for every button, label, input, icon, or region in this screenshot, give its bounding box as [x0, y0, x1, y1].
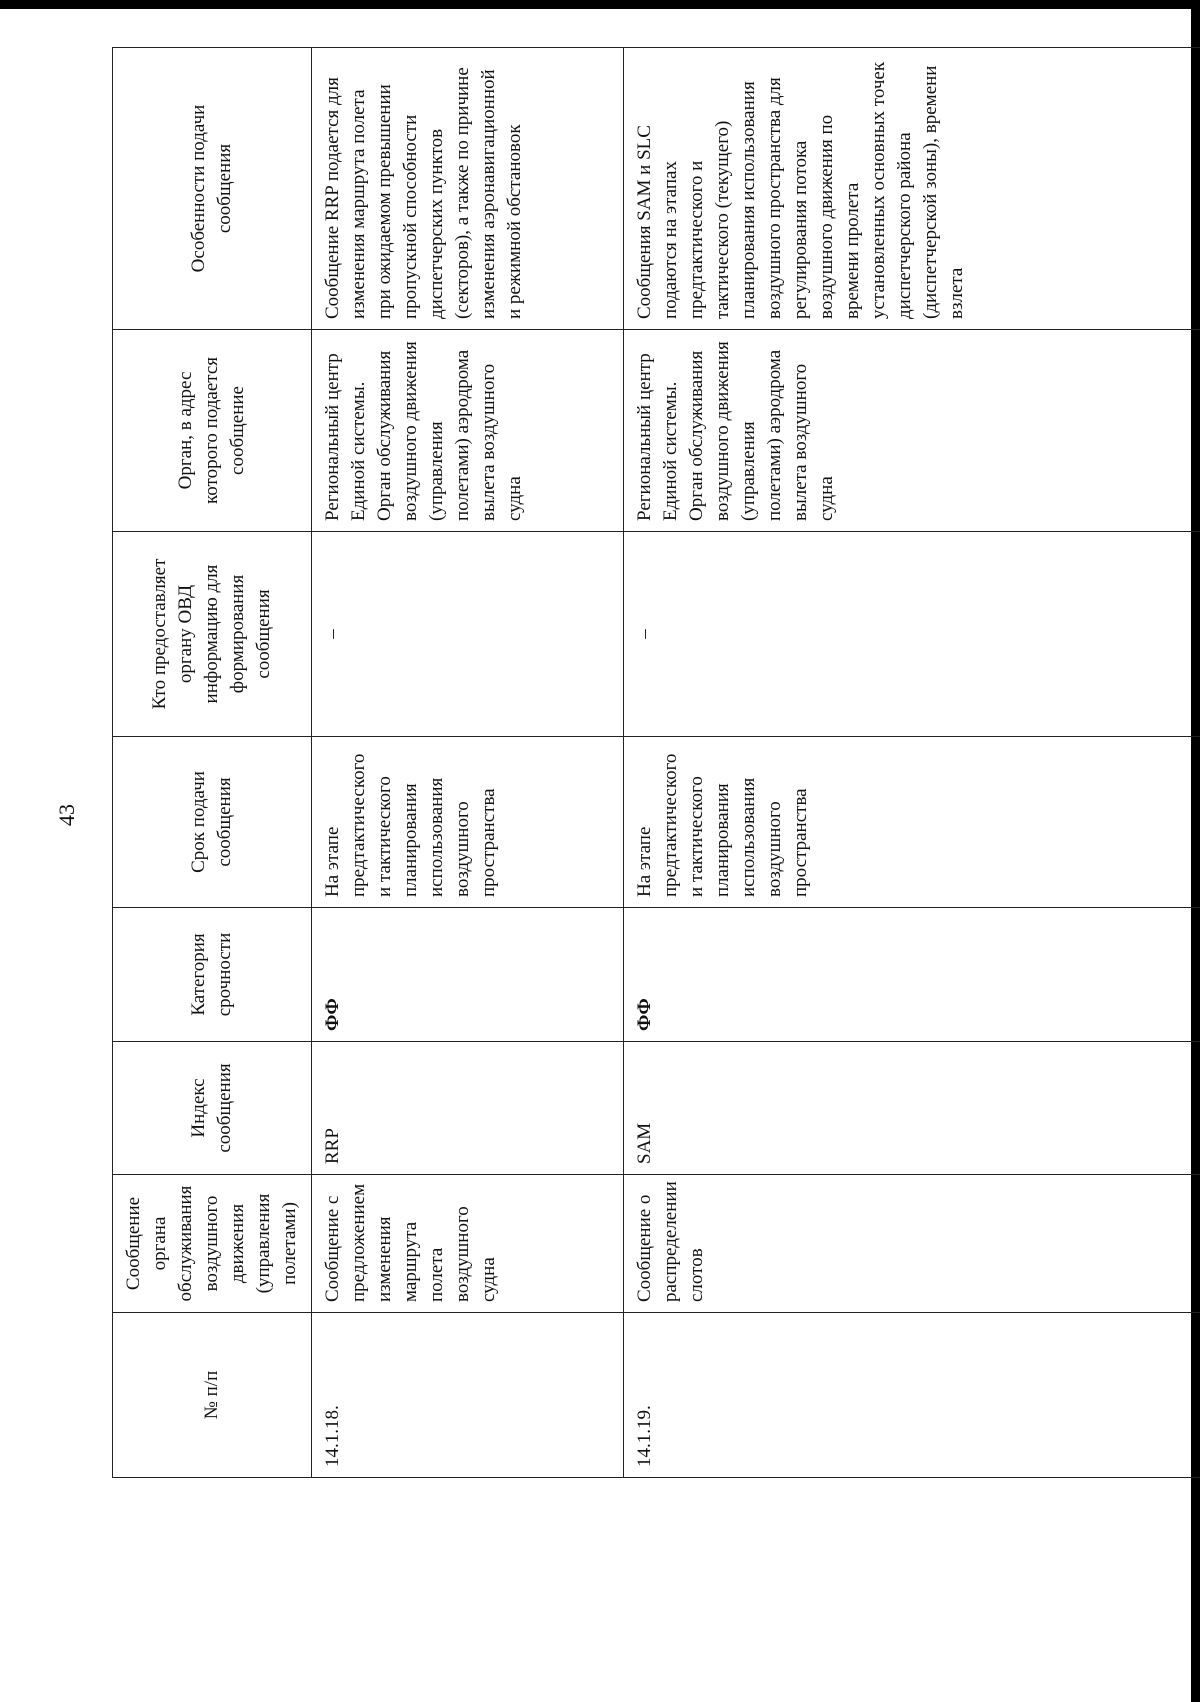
header-index: Индекс сообщения — [113, 1042, 312, 1175]
header-urgency: Категория срочности — [113, 908, 312, 1042]
header-addressee: Орган, в адрес которого подается сообщение — [113, 330, 312, 532]
cell-index: SAM — [624, 1042, 1200, 1175]
cell-urgency: ФФ — [312, 908, 624, 1042]
header-row — [113, 48, 312, 1478]
cell-num: 14.1.19. — [624, 1313, 1200, 1478]
table-row — [312, 48, 624, 1478]
table-landscape — [112, 48, 1200, 1478]
cell-addressee: Региональный центр Единой системы. Орган обслуживания воздушного движения (управления полетами) аэродрома вылета воздушного судна — [312, 330, 624, 532]
cell-provider: – — [624, 532, 1200, 737]
cell-urgency: ФФ — [624, 908, 1200, 1042]
header-provider: Кто предоставляет органу ОВД информацию для формирования сообщения — [113, 532, 312, 737]
cell-features: Сообщение RRP подается для изменения маршрута полета при ожидаемом превышении пропускной способности диспетчерских пунктов (секторов), а также по причине изменения аэронавигационной и режимной обстановок — [312, 48, 624, 330]
header-message: Сообщение органа обслуживания воздушного движения (управления полетами) — [113, 1175, 312, 1313]
cell-deadline: На этапе предтактического и тактического планирования использования воздушного пространства — [624, 737, 1200, 908]
header-num: № п/п — [113, 1313, 312, 1478]
cell-features: Сообщения SAM и SLC подаются на этапах предтактического и тактического (текущего) планирования использования воздушного пространства для регулирования потока воздушного движения по времени пролета установленных основных точек диспетчерского района (диспетчерской зоны), времени взлета — [624, 48, 1200, 330]
cell-num: 14.1.18. — [312, 1313, 624, 1478]
cell-message: Сообщение с предложением изменения маршрута полета воздушного судна — [312, 1175, 624, 1313]
page-number: 43 — [54, 804, 79, 826]
messages-table — [112, 47, 1200, 1478]
header-features: Особенности подачи сообщения — [113, 48, 312, 330]
cell-deadline: На этапе предтактического и тактического планирования использования воздушного пространства — [312, 737, 624, 908]
cell-addressee: Региональный центр Единой системы. Орган обслуживания воздушного движения (управления полетами) аэродрома вылета воздушного судна — [624, 330, 1200, 532]
cell-provider: – — [312, 532, 624, 737]
cell-index: RRP — [312, 1042, 624, 1175]
scan-top-border — [0, 0, 1200, 9]
rotated-table-container — [112, 48, 1200, 1478]
cell-message: Сообщение о распределении слотов — [624, 1175, 1200, 1313]
header-deadline: Срок подачи сообщения — [113, 737, 312, 908]
table-row — [624, 48, 1200, 1478]
